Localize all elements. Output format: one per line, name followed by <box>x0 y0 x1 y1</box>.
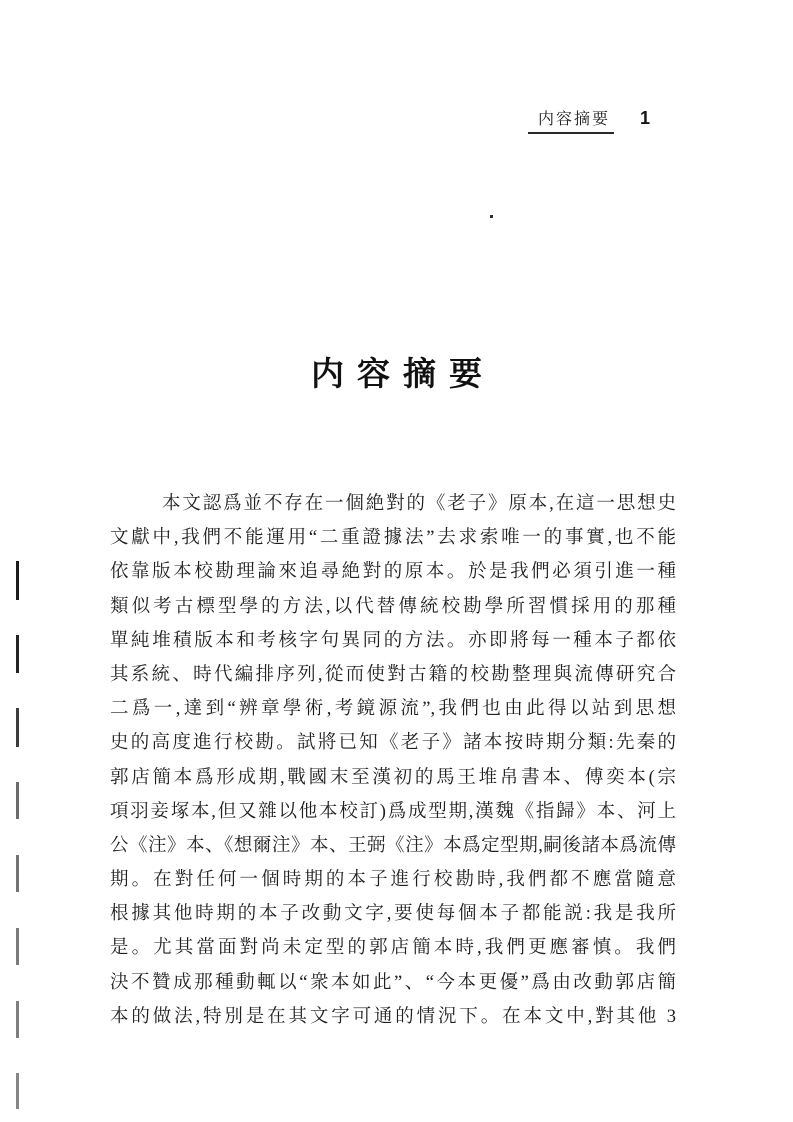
text-line: 是。尤其當面對尚未定型的郭店簡本時,我們更應審慎。我們 <box>110 938 676 959</box>
margin-scan-mark <box>16 1001 19 1038</box>
text-line: 根據其他時期的本子改動文字,要使每個本子都能説:我是我所 <box>110 904 676 925</box>
running-title: 内容摘要 <box>528 106 614 134</box>
text-line: 類似考古標型學的方法,以代替傳統校勘學所習慣採用的那種 <box>110 596 676 617</box>
abstract-body <box>110 487 676 1034</box>
page-number: 1 <box>640 108 651 128</box>
text-line: 二爲一,達到“辨章學術,考鏡源流”,我們也由此得以站到思想 <box>110 699 676 720</box>
text-line: 項羽妾塚本,但又雜以他本校訂)爲成型期,漢魏《指歸》本、河上 <box>110 801 676 822</box>
text-line: 決不贊成那種動輒以“衆本如此”、“今本更優”爲由改動郭店簡 <box>110 972 676 993</box>
text-line: 史的高度進行校勘。試將已知《老子》諸本按時期分類:先秦的 <box>110 733 676 754</box>
margin-scan-mark <box>16 635 19 673</box>
text-line: 依靠版本校勘理論來追尋絶對的原本。於是我們必須引進一種 <box>110 562 676 583</box>
margin-scan-mark <box>16 708 19 747</box>
chapter-title: 内容摘要 <box>311 355 495 392</box>
text-line: 其系統、時代編排序列,從而使對古籍的校勘整理與流傳研究合 <box>110 664 676 685</box>
margin-scan-mark <box>16 1073 19 1109</box>
text-line: 本的做法,特別是在其文字可通的情況下。在本文中,對其他 3 <box>110 1006 676 1027</box>
text-line: 期。在對任何一個時期的本子進行校勘時,我們都不應當隨意 <box>110 870 676 891</box>
text-line: 單純堆積版本和考核字句異同的方法。亦即將每一種本子都依 <box>110 630 676 651</box>
margin-scan-mark <box>16 561 19 600</box>
text-line: 公《注》本、《想爾注》本、王弼《注》本爲定型期,嗣後諸本爲流傳 <box>110 835 676 856</box>
text-line: 文獻中,我們不能運用“二重證據法”去求索唯一的事實,也不能 <box>110 528 676 549</box>
margin-scan-mark <box>16 928 19 965</box>
scan-speck <box>490 215 493 218</box>
margin-scan-mark <box>16 782 19 819</box>
text-line: 本文認爲並不存在一個絶對的《老子》原本,在這一思想史 <box>162 494 676 514</box>
page-header <box>528 106 650 134</box>
margin-scan-mark <box>16 855 19 892</box>
text-line: 郭店簡本爲形成期,戰國末至漢初的馬王堆帛書本、傅奕本(宗 <box>110 767 676 788</box>
